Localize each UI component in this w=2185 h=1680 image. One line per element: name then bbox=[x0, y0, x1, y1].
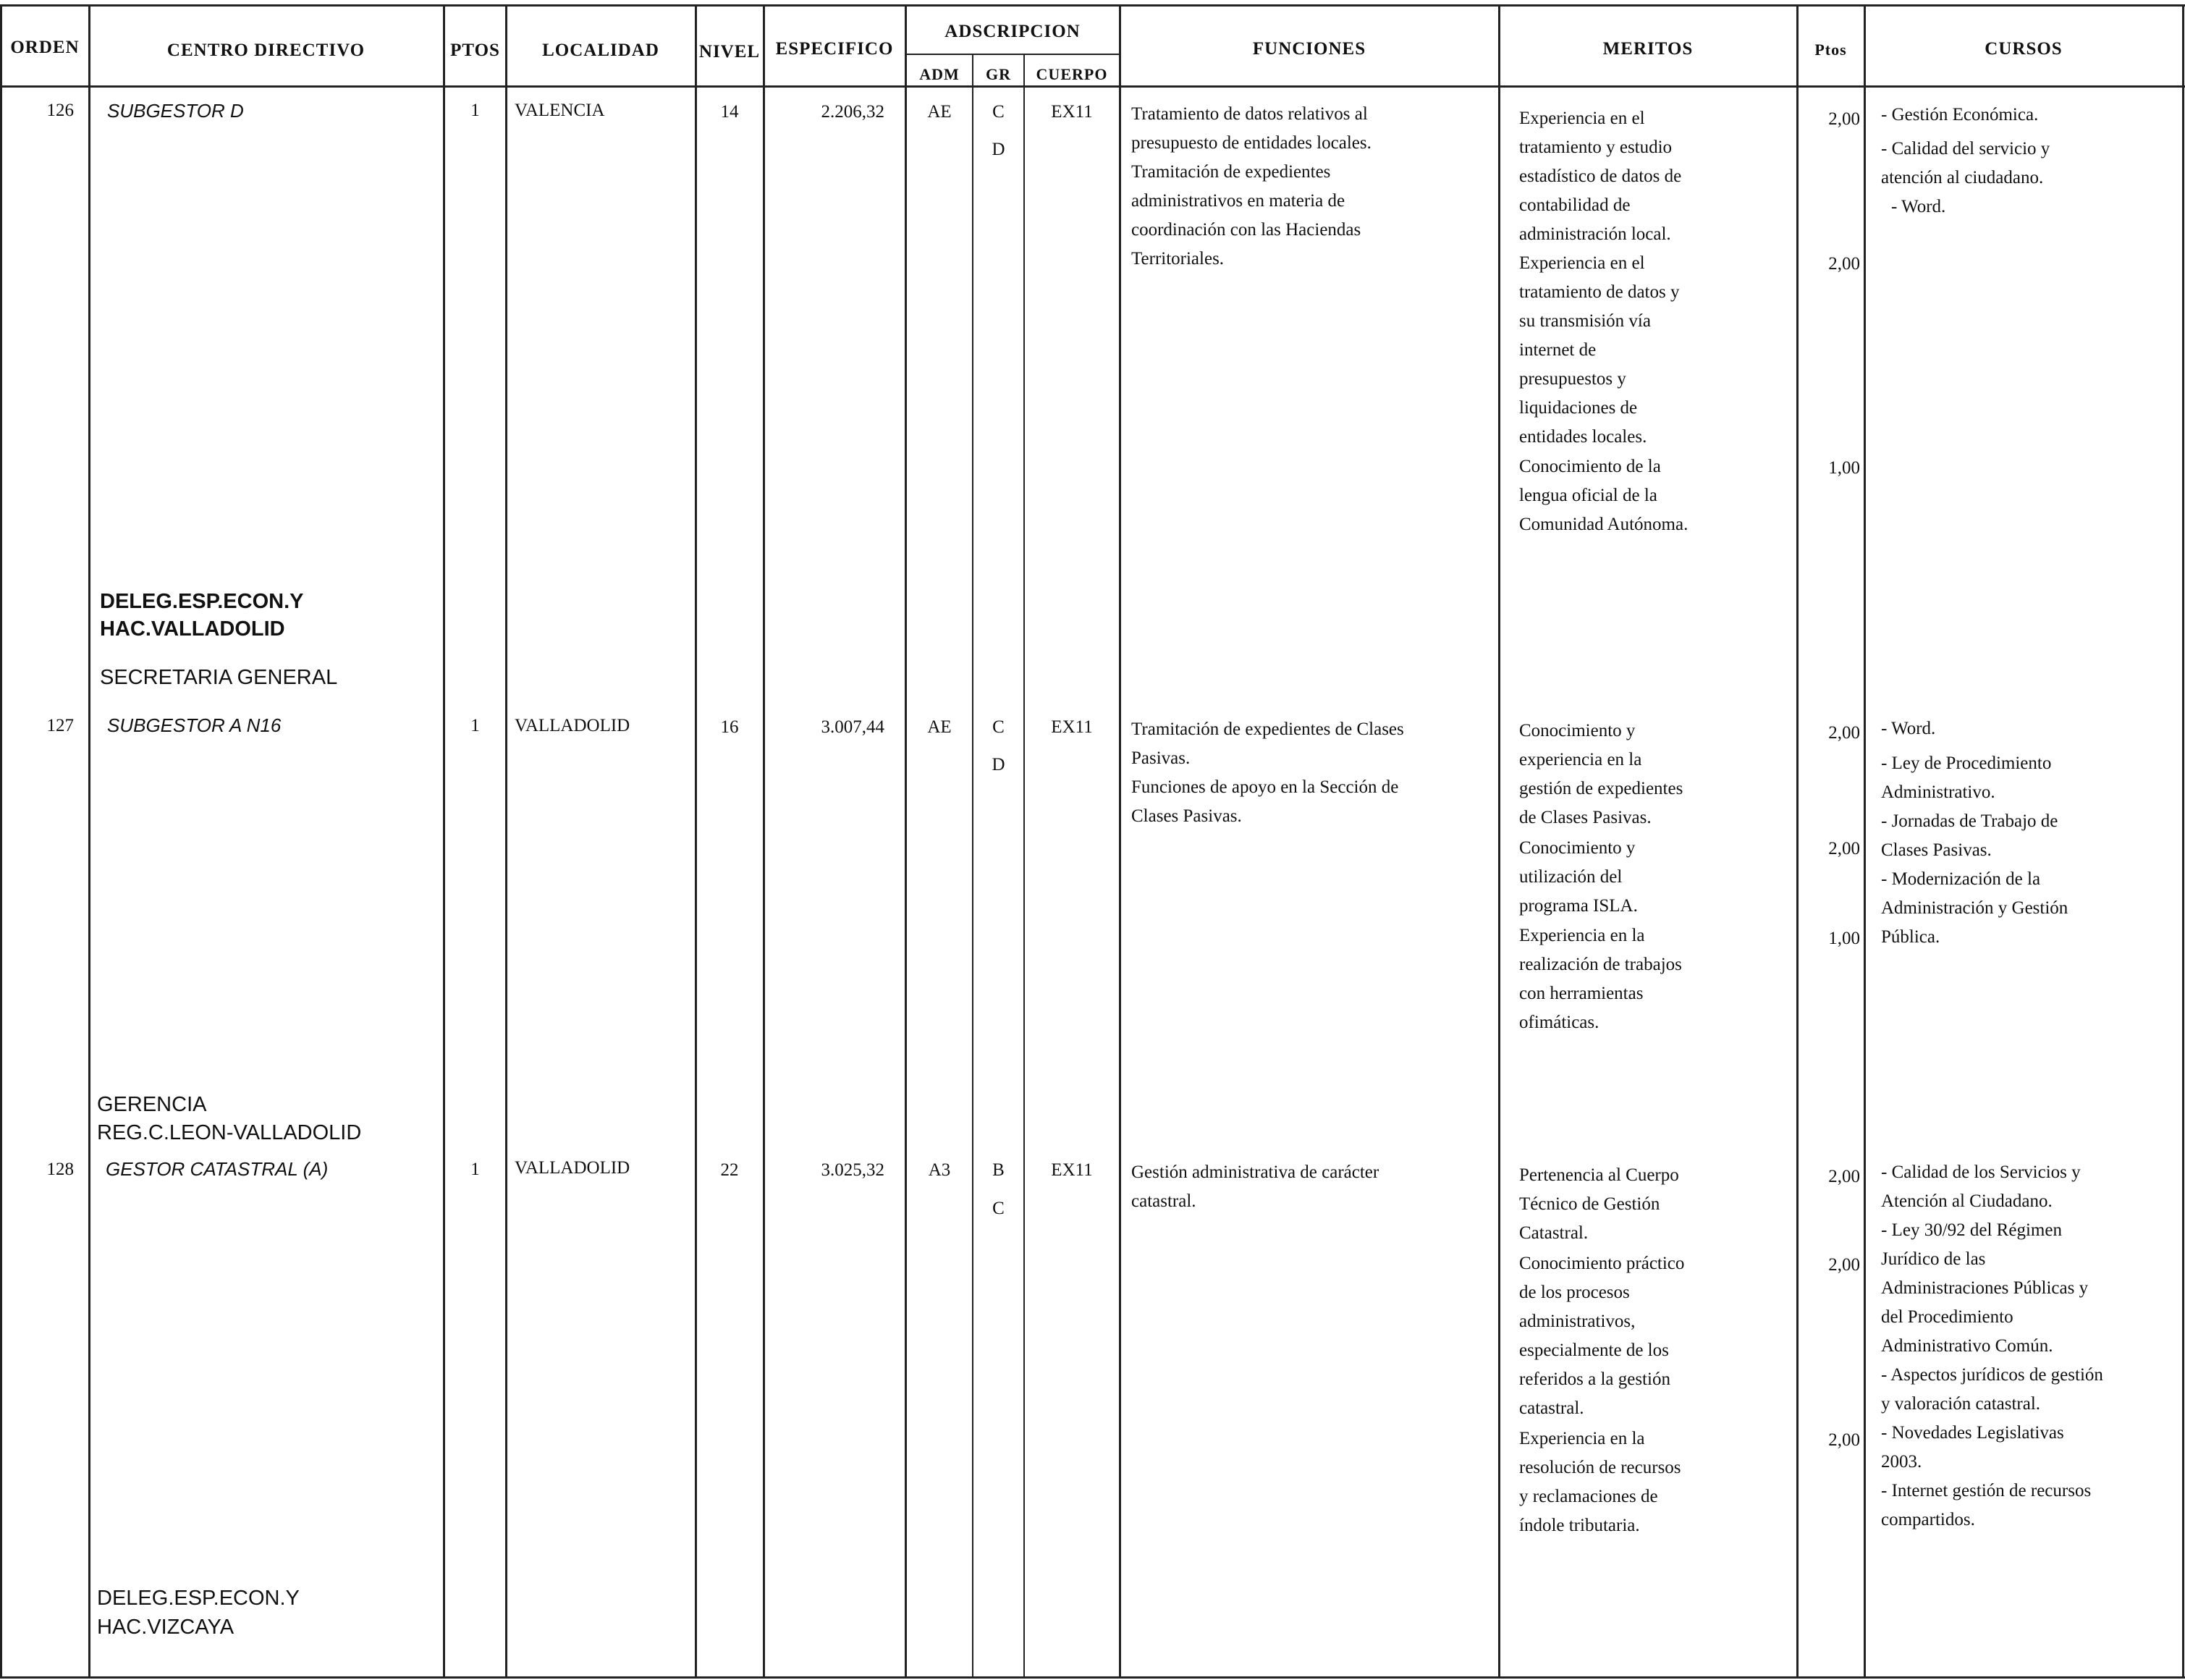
row-puesto: GESTOR CATASTRAL (A) bbox=[106, 1158, 329, 1180]
adscripcion-split bbox=[905, 54, 1119, 55]
row-especifico: 2.206,32 bbox=[821, 102, 884, 122]
row-nivel: 22 bbox=[720, 1160, 739, 1180]
header-especifico: ESPECIFICO bbox=[775, 39, 894, 59]
header-ptos: PTOS bbox=[450, 41, 500, 60]
header-bottom-border bbox=[0, 85, 2185, 88]
row-localidad: VALLADOLID bbox=[515, 716, 630, 735]
header-localidad: LOCALIDAD bbox=[542, 41, 659, 60]
row-cuerpo: EX11 bbox=[1051, 717, 1093, 737]
table-top-border bbox=[0, 4, 2185, 7]
header-nivel: NIVEL bbox=[698, 42, 761, 62]
row-orden: 126 bbox=[46, 101, 74, 120]
row-nivel: 16 bbox=[720, 717, 739, 737]
header-funciones: FUNCIONES bbox=[1252, 39, 1366, 59]
row-localidad: VALLADOLID bbox=[515, 1158, 630, 1178]
row-puesto: SUBGESTOR D bbox=[107, 100, 244, 122]
row-ptos: 1 bbox=[470, 716, 480, 735]
row-cuerpo: EX11 bbox=[1051, 102, 1093, 122]
row-adm: A3 bbox=[928, 1160, 951, 1180]
row-gr-2: C bbox=[992, 1199, 1005, 1218]
header-adscripcion: ADSCRIPCION bbox=[944, 22, 1081, 41]
header-meritos: MERITOS bbox=[1602, 39, 1694, 59]
row-gr-1: B bbox=[992, 1160, 1005, 1180]
row-especifico: 3.007,44 bbox=[821, 717, 884, 737]
row-gr-2: D bbox=[992, 140, 1005, 159]
table-bottom-border bbox=[0, 1676, 2185, 1679]
row-localidad: VALENCIA bbox=[515, 101, 605, 120]
header-gr: GR bbox=[986, 65, 1011, 83]
header-centro-directivo: CENTRO DIRECTIVO bbox=[166, 41, 365, 60]
header-ptos-meritos: Ptos bbox=[1814, 41, 1847, 59]
row-orden: 127 bbox=[46, 716, 74, 735]
row-especifico: 3.025,32 bbox=[821, 1160, 884, 1180]
row-adm: AE bbox=[927, 102, 952, 122]
row-cuerpo: EX11 bbox=[1051, 1160, 1093, 1180]
header-orden: ORDEN bbox=[10, 38, 80, 57]
row-orden: 128 bbox=[46, 1160, 74, 1179]
header-adm: ADM bbox=[919, 65, 960, 83]
row-ptos: 1 bbox=[470, 101, 480, 120]
row-puesto: SUBGESTOR A N16 bbox=[107, 714, 282, 736]
row-adm: AE bbox=[927, 717, 952, 737]
section-secretaria-general: SECRETARIA GENERAL bbox=[100, 666, 338, 689]
row-gr-2: D bbox=[992, 755, 1005, 774]
row-gr-1: C bbox=[992, 102, 1005, 122]
row-gr-1: C bbox=[992, 717, 1005, 737]
header-cuerpo: CUERPO bbox=[1036, 65, 1108, 83]
row-nivel: 14 bbox=[720, 102, 739, 122]
header-cursos: CURSOS bbox=[1985, 39, 2063, 59]
row-ptos: 1 bbox=[470, 1160, 480, 1179]
